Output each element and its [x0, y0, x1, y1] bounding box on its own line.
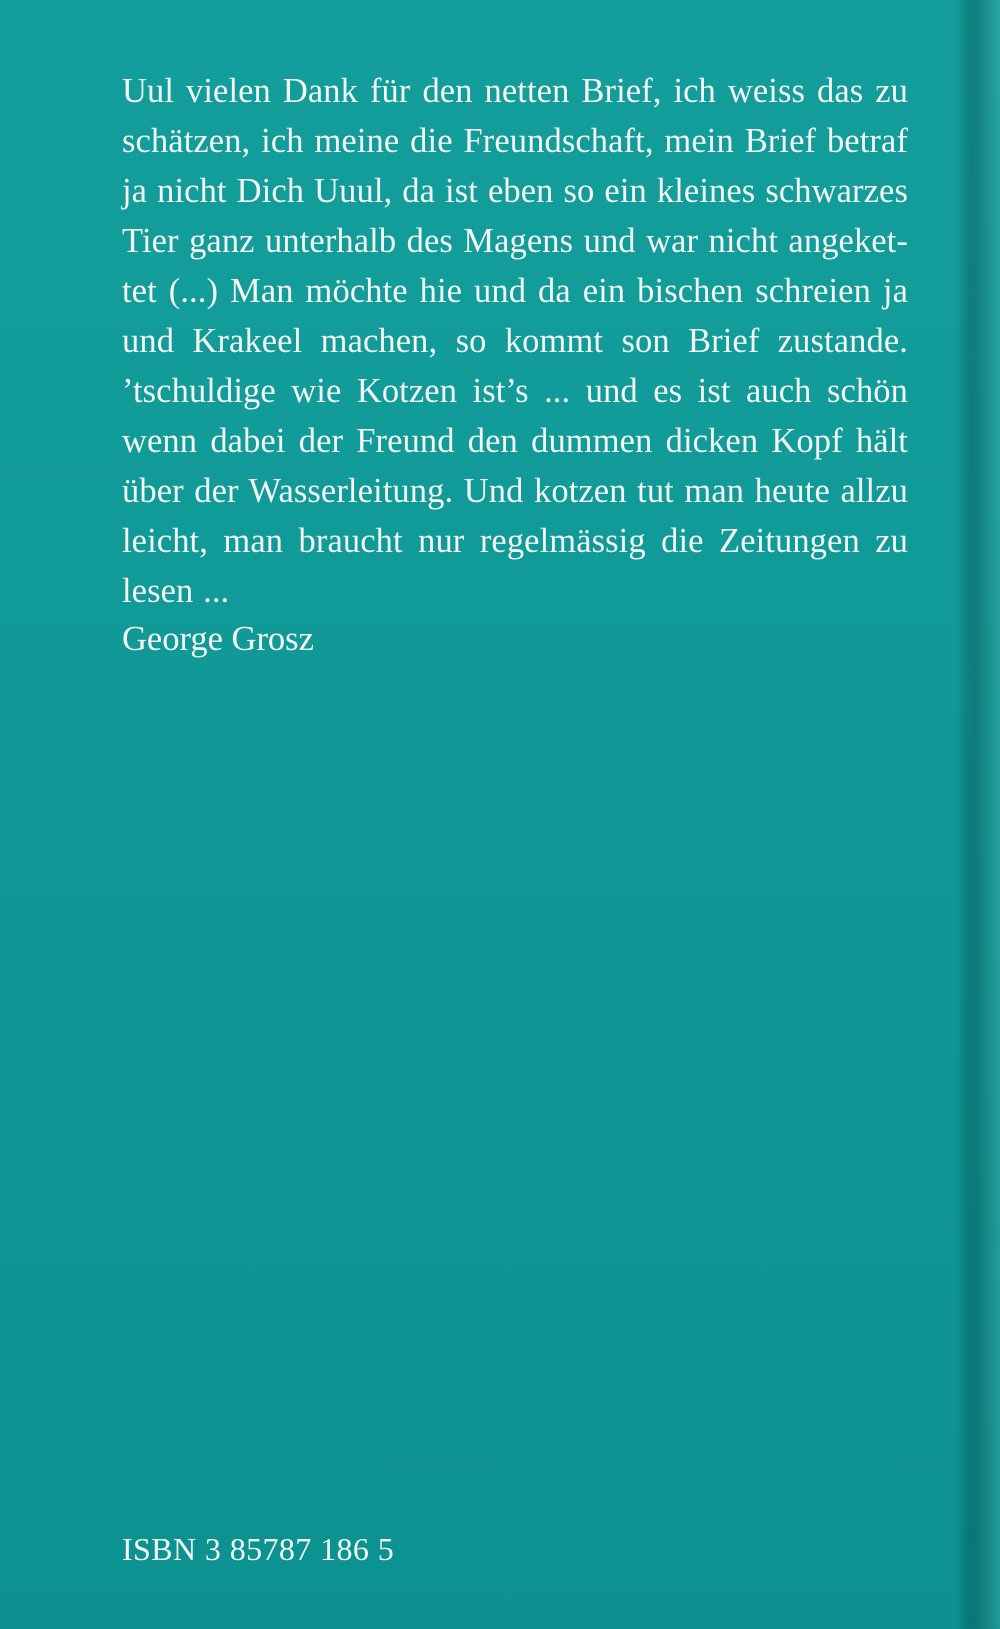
quote-line: schätzen, ich meine die Freundschaft, mein Brief betraf	[122, 122, 908, 160]
cover-spine-edge	[960, 0, 1000, 1629]
quote-line: und Krakeel machen, so kommt son Brief zustande.	[122, 322, 908, 360]
quote-line: ’tschuldige wie Kotzen ist’s ... und es ist auch schön	[122, 372, 908, 410]
quote-line: Tier ganz unterhalb des Magens und war nicht angeket-	[122, 222, 908, 260]
quote-line: ja nicht Dich Uuul, da ist eben so ein kleines schwarzes	[122, 172, 908, 210]
quote-author: George Grosz	[122, 620, 314, 658]
quote-line: tet (...) Man möchte hie und da ein bischen schreien ja	[122, 272, 908, 310]
quote-line: wenn dabei der Freund den dummen dicken Kopf hält	[122, 422, 908, 460]
cover-quote	[122, 66, 908, 616]
quote-line: leicht, man braucht nur regelmässig die Zeitungen zu	[122, 522, 908, 560]
quote-line: über der Wasserleitung. Und kotzen tut man heute allzu	[122, 472, 908, 510]
quote-line: lesen ...	[122, 572, 230, 610]
quote-line: Uul vielen Dank für den netten Brief, ich weiss das zu	[122, 72, 908, 110]
isbn-number: ISBN 3 85787 186 5	[122, 1531, 395, 1567]
